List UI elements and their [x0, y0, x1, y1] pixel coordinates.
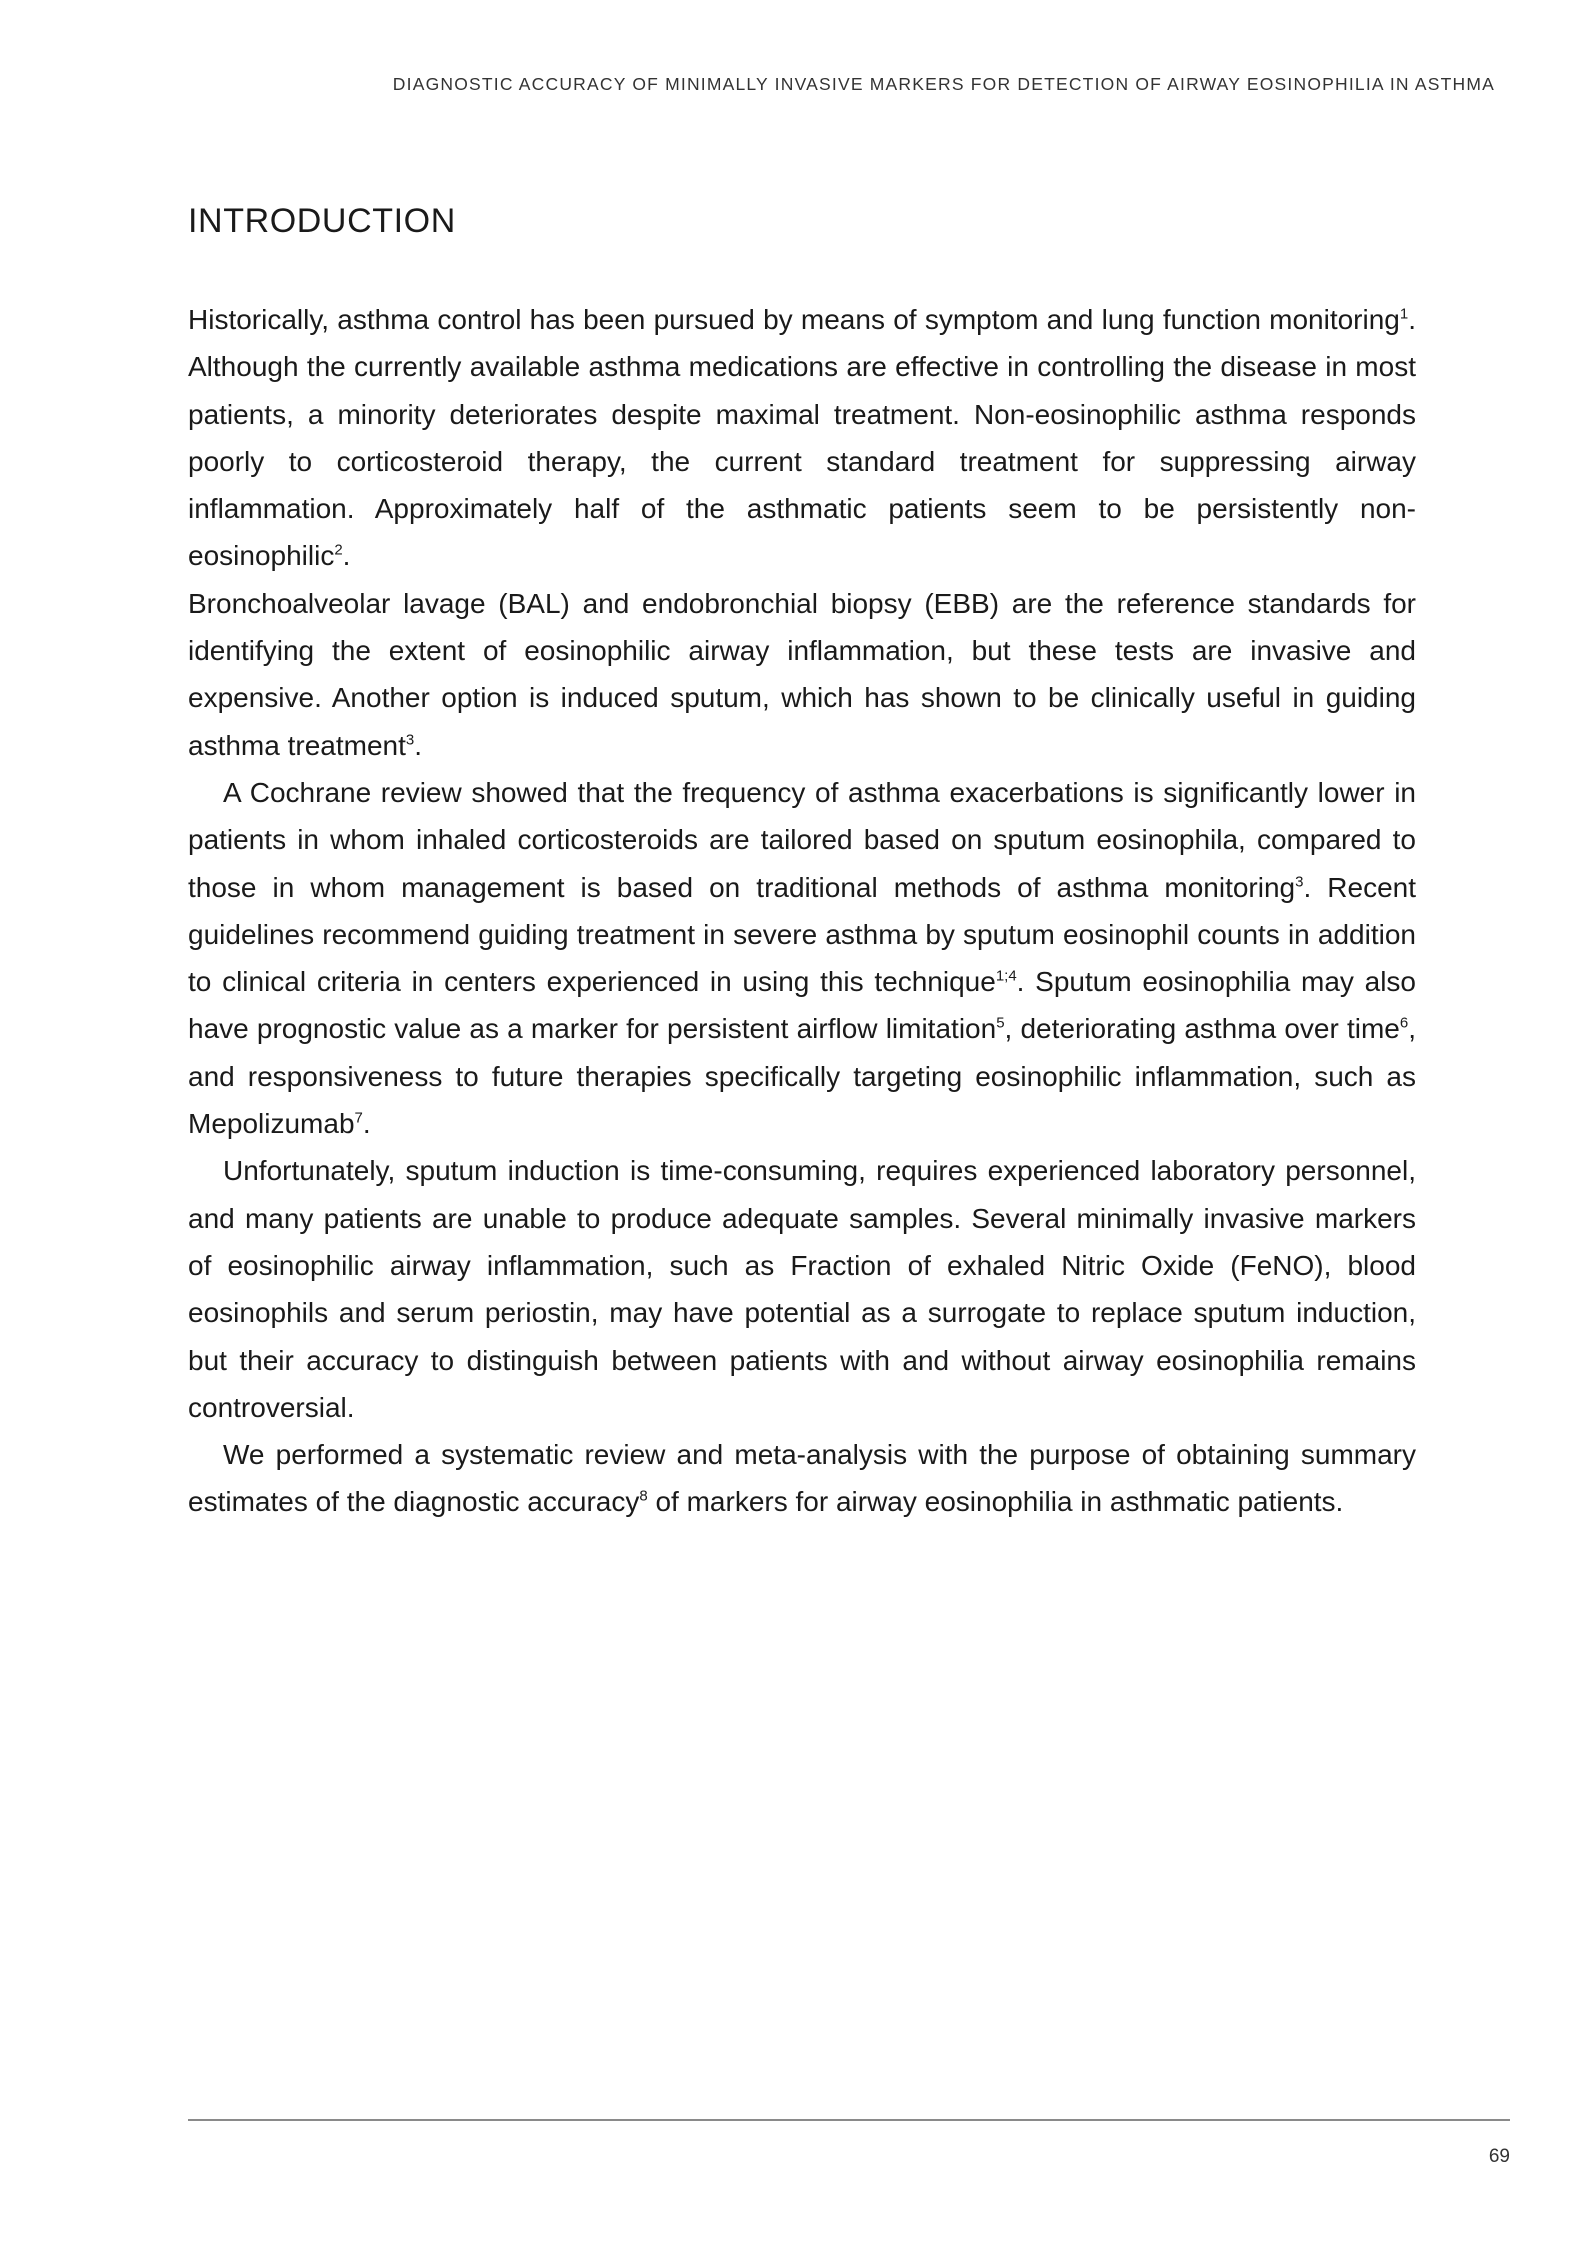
- citation-marker: 6: [1399, 1015, 1409, 1033]
- citation-marker: 7: [354, 1109, 363, 1127]
- paragraph-text: Bronchoalveolar lavage (BAL) and endobronchial biopsy (EBB) are the reference standards for identifying the extent of eosinophilic airway inflammation, but these tests are invasive and expensive. Another option is induced sputum, which has shown to be clinically useful in guiding asthma treatment: [188, 587, 1416, 761]
- paragraph-text: A Cochrane review showed that the frequency of asthma exacerbations is significantly lower in patients in whom inhaled corticosteroids are tailored based on sputum eosinophila, compared to those in whom management is based on traditional methods of asthma monitoring: [188, 776, 1416, 903]
- paragraph-text: .: [414, 729, 422, 761]
- citation-marker: 3: [405, 731, 415, 749]
- paragraph-text: Unfortunately, sputum induction is time-consuming, requires experienced laboratory personnel, and many patients are unable to produce adequate samples. Several minimally invasive markers of eosinophilic airway inflammation, such as Fraction of exhaled Nitric Oxide (FeNO), blood eosinophils and serum periostin, may have potential as a surrogate to replace sputum induction, but their accuracy to distinguish between patients with and without airway eosinophilia remains controversial.: [188, 1155, 1416, 1423]
- citation-marker: 5: [996, 1015, 1005, 1033]
- paragraph-text: , and responsiveness to future therapies specifically targeting eosinophilic inflammation, such as Mepolizumab: [188, 1013, 1416, 1140]
- paragraph-text: . Sputum eosinophilia may also have prognostic value as a marker for persistent airflow limitation: [188, 966, 1416, 1045]
- citation-marker: 1;4: [995, 967, 1017, 985]
- paragraph: [188, 769, 1416, 1147]
- paragraph-text: of markers for airway eosinophilia in asthmatic patients.: [647, 1486, 1344, 1518]
- running-header: DIAGNOSTIC ACCURACY OF MINIMALLY INVASIVE MARKERS FOR DETECTION OF AIRWAY EOSINOPHILIA IN ASTHMA: [392, 74, 1495, 94]
- citation-marker: 1: [1399, 305, 1409, 323]
- page-number: 69: [1488, 2146, 1510, 2167]
- paragraph-text: .: [342, 540, 351, 572]
- paragraph-text: . Recent guidelines recommend guiding treatment in severe asthma by sputum eosinophil counts in addition to clinical criteria in centers experienced in using this technique: [188, 871, 1416, 998]
- citation-marker: 3: [1295, 873, 1304, 891]
- paragraph-text: , deteriorating asthma over time: [1004, 1013, 1400, 1045]
- paragraph-text: Historically, asthma control has been pursued by means of symptom and lung function monitoring: [188, 304, 1400, 335]
- citation-marker: 8: [639, 1488, 648, 1506]
- body-text: [188, 296, 1416, 1526]
- paragraph: [188, 1147, 1416, 1431]
- citation-marker: 2: [334, 542, 343, 560]
- paragraph-text: .: [362, 1108, 371, 1140]
- paragraph: [188, 296, 1416, 580]
- section-title: INTRODUCTION: [188, 202, 456, 240]
- paragraph: [188, 580, 1416, 769]
- paragraph-text: . Although the currently available asthma medications are effective in controlling the disease in most patients, a minority deteriorates despite maximal treatment. Non-eosinophilic asthma responds poorly to corticosteroid therapy, the current standard treatment for suppressing airway inflammation. Approximately half of the asthmatic patients seem to be persistently non-eosinophilic: [188, 304, 1416, 572]
- paragraph: [188, 1431, 1416, 1526]
- footer-divider: [188, 2119, 1510, 2121]
- paragraph-text: We performed a systematic review and meta-analysis with the purpose of obtaining summary estimates of the diagnostic accuracy: [188, 1439, 1416, 1518]
